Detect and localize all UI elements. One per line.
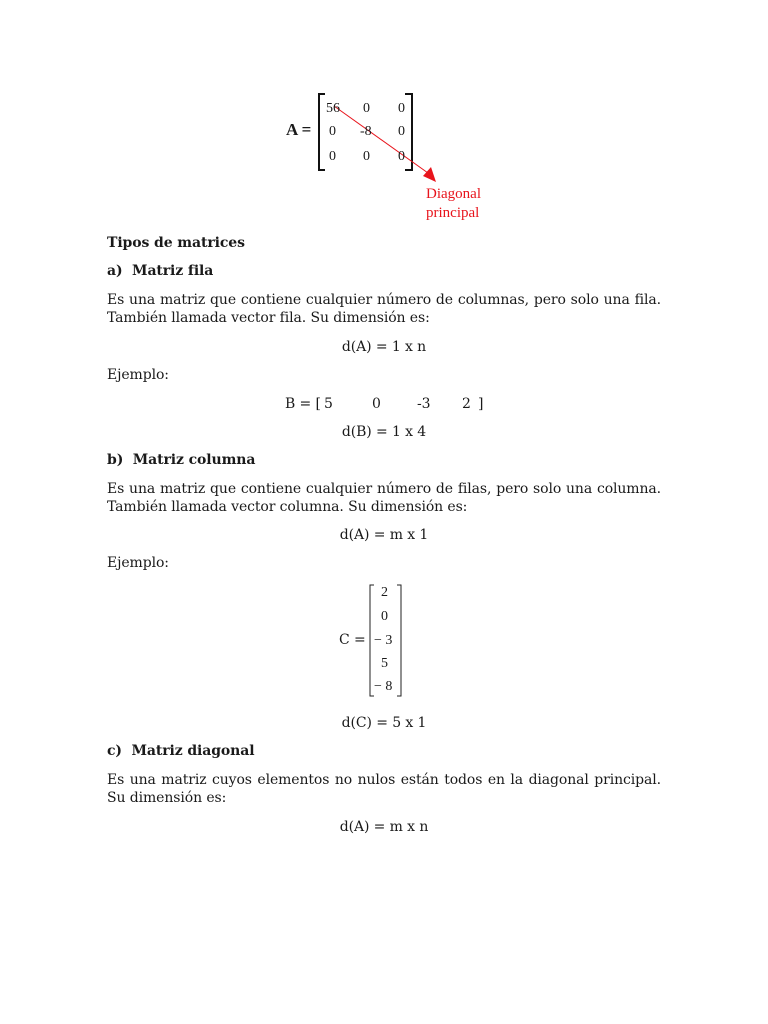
paragraph-diagonal: Es una matriz cuyos elementos no nulos están todos en la diagonal principal. Su dimensión es:	[107, 772, 661, 806]
diagonal-label-line2: principal	[426, 205, 480, 221]
matrix-cell: 0	[329, 124, 336, 139]
matrix-cell: 2	[381, 585, 388, 600]
matrix-c	[338, 582, 408, 700]
section-title: Tipos de matrices	[107, 235, 245, 251]
matrix-cell: 0	[363, 149, 370, 164]
matrix-cell: -3	[417, 396, 431, 412]
matrix-cell: 0	[381, 609, 388, 624]
matrix-b-label: B = [	[285, 396, 321, 412]
diagonal-label-line1: Diagonal	[426, 186, 481, 202]
matrix-cell: 56	[326, 101, 340, 116]
matrix-a-figure	[284, 90, 494, 230]
paragraph-fila: Es una matriz que contiene cualquier número de columnas, pero solo una fila. También llamada vector fila. Su dimensión es:	[107, 292, 661, 326]
matrix-cell: 0	[398, 149, 405, 164]
example-label: Ejemplo:	[107, 555, 169, 571]
dimension-columna: d(A) = m x 1	[339, 527, 429, 543]
paragraph-columna: Es una matriz que contiene cualquier número de filas, pero solo una columna. También llamada vector columna. Su dimensión es:	[107, 481, 661, 515]
matrix-b-close: ]	[478, 396, 484, 412]
matrix-b	[285, 395, 485, 413]
heading-matriz-diagonal: c) Matriz diagonal	[107, 743, 255, 759]
dimension-b: d(B) = 1 x 4	[341, 424, 427, 440]
arrow-head	[423, 167, 436, 182]
matrix-a-label: A =	[286, 120, 312, 139]
example-label: Ejemplo:	[107, 367, 169, 383]
dimension-fila: d(A) = 1 x n	[341, 339, 427, 355]
matrix-cell: 0	[372, 396, 381, 412]
matrix-c-label: C =	[339, 632, 366, 648]
dimension-c: d(C) = 5 x 1	[341, 715, 427, 731]
matrix-cell: 0	[398, 124, 405, 139]
matrix-cell: 0	[398, 101, 405, 116]
matrix-c-brackets	[338, 582, 408, 700]
matrix-cell: 2	[462, 396, 471, 412]
heading-matriz-columna: b) Matriz columna	[107, 452, 256, 468]
matrix-cell: 5	[381, 656, 388, 671]
matrix-cell: 0	[363, 101, 370, 116]
heading-matriz-fila: a) Matriz fila	[107, 263, 214, 279]
matrix-cell: -8	[360, 124, 372, 139]
matrix-cell: 5	[324, 396, 333, 412]
matrix-cell: − 8	[374, 679, 393, 694]
dimension-diagonal: d(A) = m x n	[339, 819, 429, 835]
matrix-cell: − 3	[374, 633, 393, 648]
matrix-cell: 0	[329, 149, 336, 164]
